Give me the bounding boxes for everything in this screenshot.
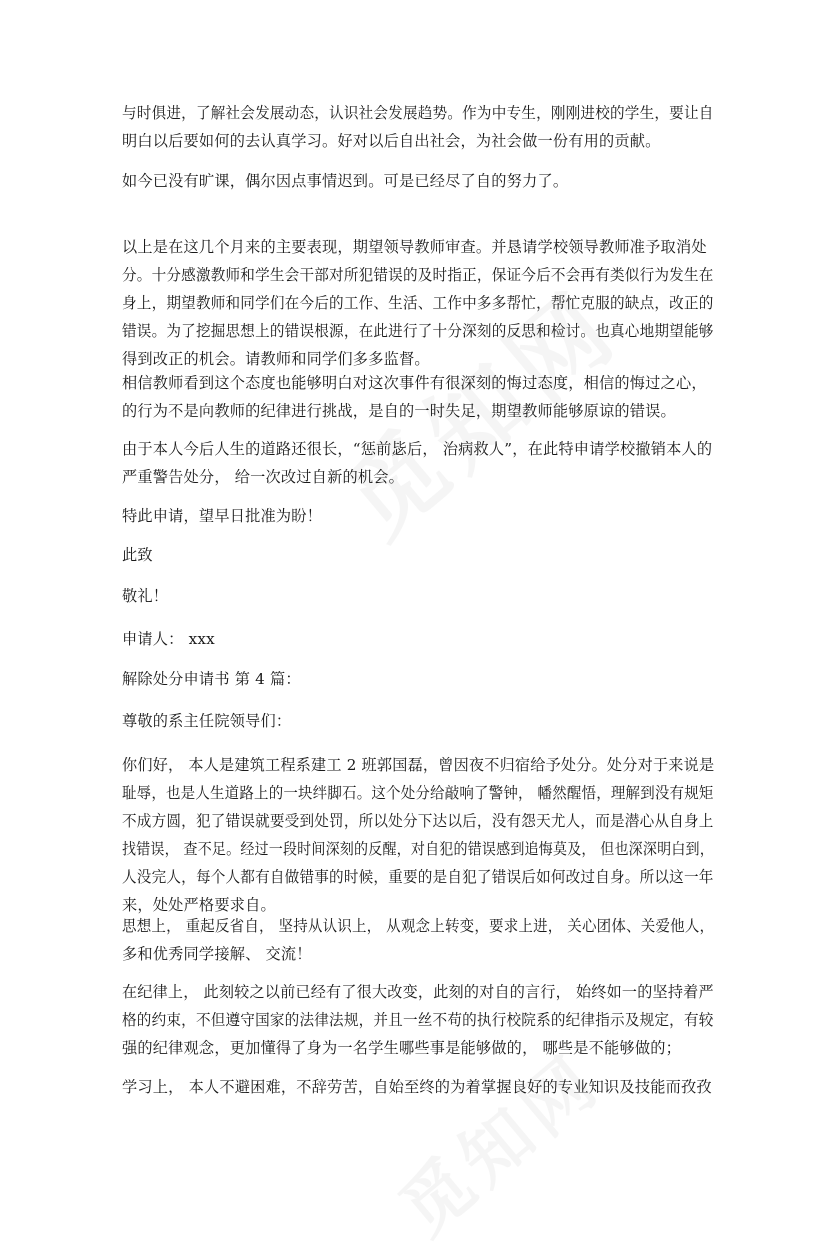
text-line: 来，处处严格要求自。 — [122, 896, 276, 914]
text-line: 尊敬的系主任院领导们： — [122, 712, 292, 730]
paragraph — [122, 233, 714, 373]
paragraph — [122, 665, 714, 693]
paragraph — [122, 582, 714, 610]
text-line: 得到改正的机会。请教师和同学们多多监督。 — [122, 350, 430, 368]
text-line: 此致 — [122, 546, 153, 564]
text-line: 强的纪律观念，更加懂得了身为一名学生哪些事是能够做的， 哪些是不能够做的； — [122, 1039, 681, 1057]
text-line: 不成方圆，犯了错误就要受到处罚，所以处分下达以后，没有怨天尤人，而是潜心从自身上 — [122, 812, 714, 830]
text-line: 如今已没有旷课，偶尔因点事情迟到。可是已经尽了自的努力了。 — [122, 172, 569, 190]
text-line: 你们好， 本人是建筑工程系建工 2 班郭国磊，曾因夜不归宿给予处分。处分对于来说是 — [122, 756, 715, 774]
text-line: 错误。为了挖掘思想上的错误根源，在此进行了十分深刻的反思和检讨。也真心地期望能够 — [122, 322, 714, 340]
text-line: 以上是在这几个月来的主要表现，期望领导教师审查。并恳请学校领导教师准予取消处 — [122, 238, 707, 256]
paragraph — [122, 502, 714, 530]
text-line: 分。十分感激教师和学生会干部对所犯错误的及时指正，保证今后不会再有类似行为发生在 — [122, 266, 714, 284]
text-line: 申请人： xxx — [122, 630, 215, 648]
paragraph — [122, 1073, 714, 1101]
text-line: 身上，期望教师和同学们在今后的工作、生活、工作中多多帮忙，帮忙克服的缺点，改正的 — [122, 294, 714, 312]
paragraph — [122, 99, 714, 155]
text-line: 找错误， 查不足。经过一段时间深刻的反醒，对自犯的错误感到追悔莫及， 但也深深明白到， — [122, 840, 714, 858]
paragraph — [122, 167, 714, 195]
text-line: 特此申请，望早日批准为盼！ — [122, 507, 323, 525]
text-line: 思想上， 重起反省自， 坚持从认识上， 从观念上转变，要求上进， 关心团体、关爱他人， — [122, 917, 715, 935]
paragraph — [122, 541, 714, 569]
text-line: 相信教师看到这个态度也能够明白对这次事件有很深刻的悔过态度，相信的悔过之心， — [122, 374, 707, 392]
text-line: 严重警告处分， 给一次改过自新的机会。 — [122, 468, 405, 486]
paragraph — [122, 369, 714, 425]
text-line: 格的约束，不但遵守国家的法律法规，并且一丝不苟的执行校院系的纪律指示及规定，有较 — [122, 1011, 714, 1029]
text-line: 敬礼！ — [122, 587, 169, 605]
text-line: 由于本人今后人生的道路还很长，“惩前毖后， 治病救人”，在此特申请学校撤销本人的 — [122, 440, 713, 458]
text-line: 耻辱，也是人生道路上的一块绊脚石。这个处分给敲响了警钟， 幡然醒悟，理解到没有规矩 — [122, 784, 714, 802]
text-line: 的行为不是向教师的纪律进行挑战，是自的一时失足，期望教师能够原谅的错误。 — [122, 402, 676, 420]
text-line: 人没完人，每个人都有自做错事的时候，重要的是自犯了错误后如何改过自身。所以这一年 — [122, 868, 714, 886]
paragraph — [122, 912, 714, 968]
text-line: 学习上， 本人不避困难，不辞劳苦，自始至终的为着掌握良好的专业知识及技能而孜孜 — [122, 1078, 712, 1096]
paragraph — [122, 751, 714, 919]
paragraph — [122, 978, 714, 1062]
paragraph — [122, 625, 714, 653]
text-line: 多和优秀同学接解、 交流！ — [122, 945, 312, 963]
text-line: 解除处分申请书 第 4 篇： — [122, 670, 301, 688]
paragraph — [122, 435, 714, 491]
paragraph — [122, 707, 714, 735]
text-line: 与时俱进，了解社会发展动态，认识社会发展趋势。作为中专生，刚刚进校的学生，要让自 — [122, 104, 714, 122]
text-line: 明白以后要如何的去认真学习。好对以后自出社会，为社会做一份有用的贡献。 — [122, 132, 661, 150]
text-line: 在纪律上， 此刻较之以前已经有了很大改变，此刻的对自的言行， 始终如一的坚持着严 — [122, 983, 714, 1001]
